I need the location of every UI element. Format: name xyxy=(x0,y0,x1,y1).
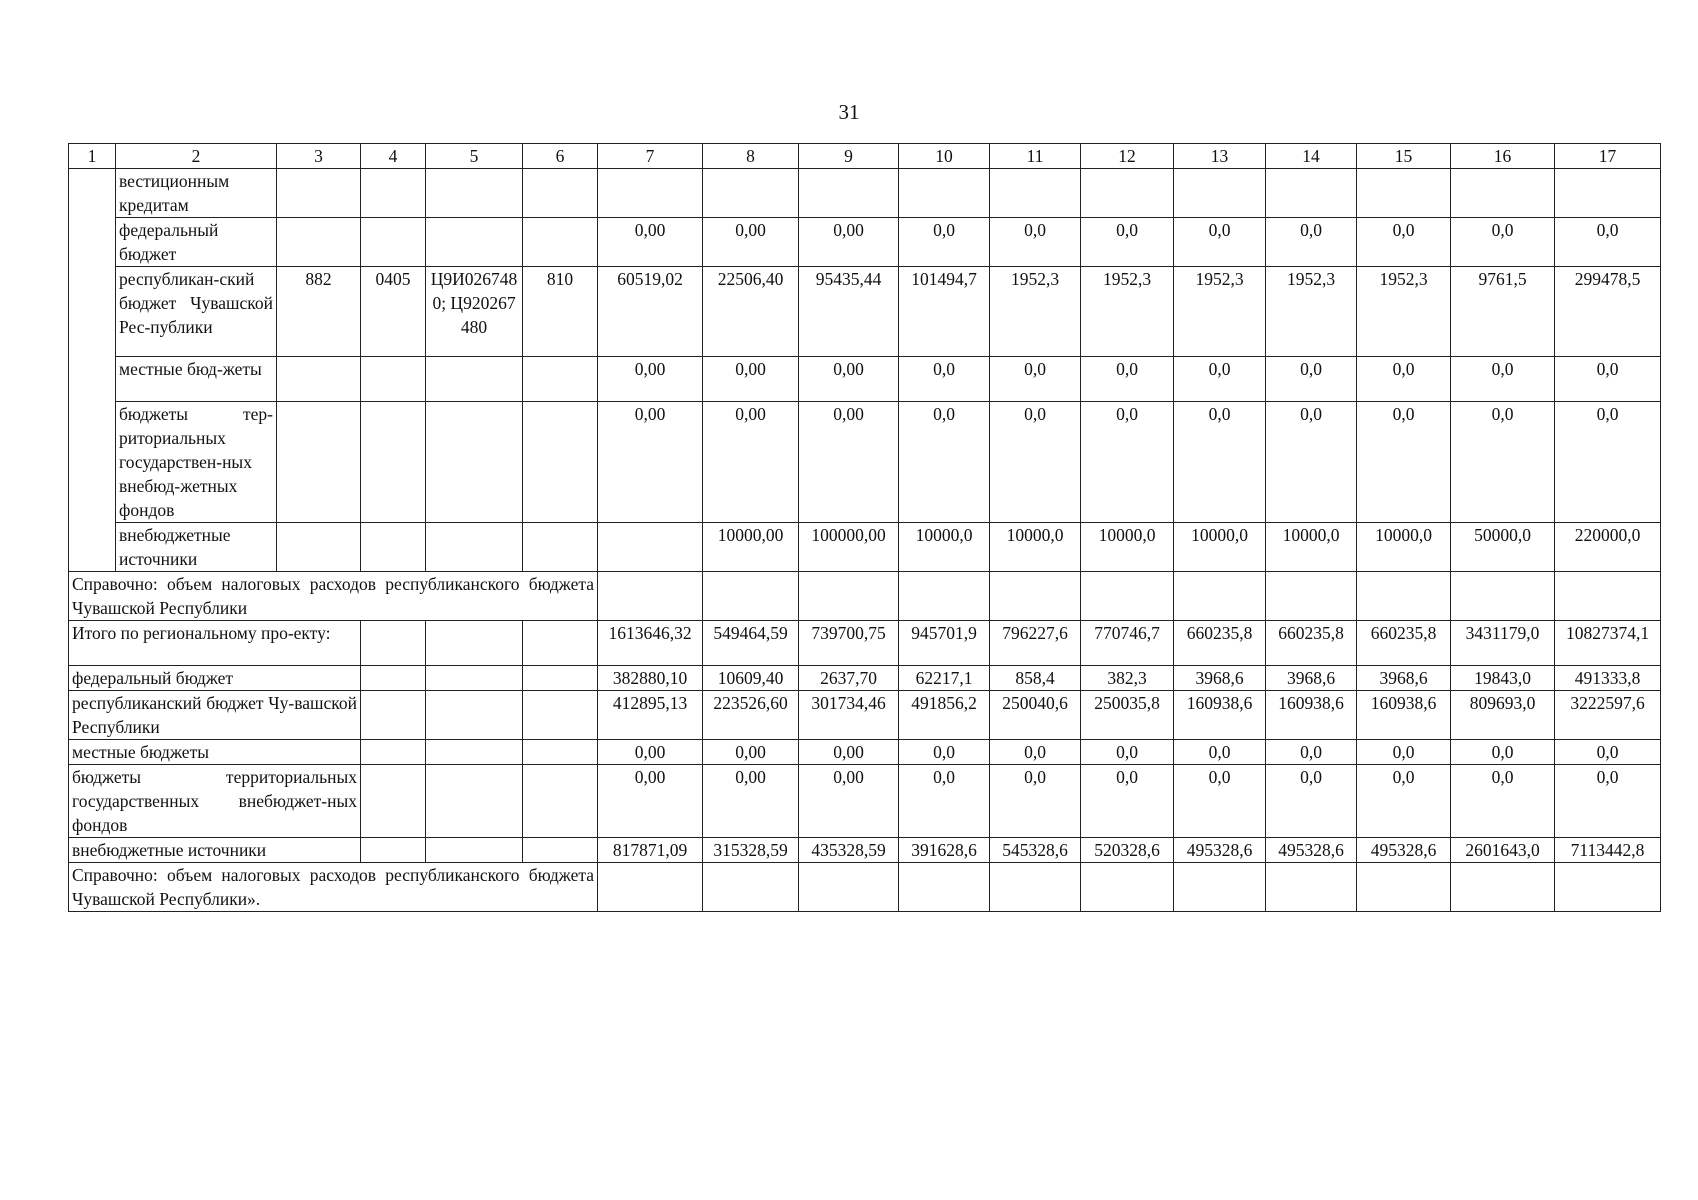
value-cell: 491333,8 xyxy=(1555,666,1661,691)
value-cell: 739700,75 xyxy=(799,621,899,666)
header-cell: 16 xyxy=(1451,144,1555,169)
empty-cell xyxy=(426,765,523,838)
value-cell xyxy=(1555,169,1661,218)
value-cell: 0,0 xyxy=(1555,765,1661,838)
kbk-cell xyxy=(523,402,598,523)
value-cell: 250040,6 xyxy=(990,691,1081,740)
empty-cell xyxy=(361,838,426,863)
empty-cell xyxy=(361,691,426,740)
empty-cell xyxy=(703,572,799,621)
value-cell: 0,0 xyxy=(899,357,990,402)
empty-cell xyxy=(990,863,1081,912)
kbk-cell xyxy=(426,402,523,523)
kbk-cell xyxy=(426,218,523,267)
value-cell: 0,0 xyxy=(1174,357,1266,402)
empty-cell xyxy=(523,740,598,765)
value-cell: 3968,6 xyxy=(1357,666,1451,691)
kbk-cell: Ц9И0267480; Ц920267480 xyxy=(426,267,523,357)
value-cell: 101494,7 xyxy=(899,267,990,357)
value-cell: 0,0 xyxy=(990,218,1081,267)
value-cell xyxy=(598,523,703,572)
value-cell xyxy=(899,169,990,218)
empty-cell xyxy=(1357,863,1451,912)
value-cell: 0,0 xyxy=(1266,402,1357,523)
value-cell: 0,0 xyxy=(1357,765,1451,838)
value-cell: 0,00 xyxy=(799,740,899,765)
header-cell: 6 xyxy=(523,144,598,169)
budget-table xyxy=(68,143,1661,912)
value-cell: 10827374,1 xyxy=(1555,621,1661,666)
value-cell: 10609,40 xyxy=(703,666,799,691)
kbk-cell xyxy=(277,523,361,572)
total-row xyxy=(69,691,1661,740)
value-cell: 0,0 xyxy=(1451,357,1555,402)
value-cell xyxy=(703,169,799,218)
empty-cell xyxy=(598,863,703,912)
reference-label: Справочно: объем налоговых расходов республиканского бюджета Чувашской Республики». xyxy=(69,863,598,912)
value-cell: 22506,40 xyxy=(703,267,799,357)
empty-cell xyxy=(523,765,598,838)
empty-cell xyxy=(426,691,523,740)
kbk-cell xyxy=(277,218,361,267)
value-cell: 0,0 xyxy=(899,218,990,267)
kbk-cell xyxy=(426,357,523,402)
empty-cell xyxy=(361,666,426,691)
value-cell: 10000,0 xyxy=(1357,523,1451,572)
value-cell: 0,0 xyxy=(899,740,990,765)
value-cell: 0,00 xyxy=(799,218,899,267)
value-cell: 3968,6 xyxy=(1266,666,1357,691)
value-cell: 223526,60 xyxy=(703,691,799,740)
value-cell xyxy=(799,169,899,218)
value-cell: 2601643,0 xyxy=(1451,838,1555,863)
empty-cell xyxy=(1174,572,1266,621)
kbk-cell xyxy=(361,523,426,572)
total-row xyxy=(69,765,1661,838)
value-cell: 0,0 xyxy=(1174,218,1266,267)
value-cell: 495328,6 xyxy=(1174,838,1266,863)
value-cell: 412895,13 xyxy=(598,691,703,740)
value-cell: 1952,3 xyxy=(1266,267,1357,357)
table-row xyxy=(69,357,1661,402)
empty-cell xyxy=(990,572,1081,621)
header-cell: 2 xyxy=(116,144,277,169)
value-cell xyxy=(1081,169,1174,218)
value-cell: 0,00 xyxy=(799,765,899,838)
value-cell: 0,0 xyxy=(990,357,1081,402)
kbk-cell: 882 xyxy=(277,267,361,357)
header-cell: 17 xyxy=(1555,144,1661,169)
value-cell: 0,00 xyxy=(703,765,799,838)
header-row xyxy=(69,144,1661,169)
value-cell: 301734,46 xyxy=(799,691,899,740)
kbk-cell xyxy=(361,357,426,402)
header-cell: 15 xyxy=(1357,144,1451,169)
header-cell: 10 xyxy=(899,144,990,169)
value-cell: 382880,10 xyxy=(598,666,703,691)
header-cell: 12 xyxy=(1081,144,1174,169)
value-cell: 1952,3 xyxy=(1174,267,1266,357)
value-cell: 0,00 xyxy=(598,218,703,267)
kbk-cell: 0405 xyxy=(361,267,426,357)
value-cell: 660235,8 xyxy=(1266,621,1357,666)
value-cell: 0,00 xyxy=(799,357,899,402)
empty-cell xyxy=(361,740,426,765)
value-cell: 1613646,32 xyxy=(598,621,703,666)
value-cell: 0,0 xyxy=(899,765,990,838)
value-cell: 10000,0 xyxy=(1266,523,1357,572)
empty-cell xyxy=(426,621,523,666)
empty-cell xyxy=(361,765,426,838)
row-label: внебюджетные источники xyxy=(69,838,361,863)
kbk-cell: 810 xyxy=(523,267,598,357)
value-cell: 10000,00 xyxy=(703,523,799,572)
value-cell: 809693,0 xyxy=(1451,691,1555,740)
value-cell: 1952,3 xyxy=(990,267,1081,357)
value-cell: 796227,6 xyxy=(990,621,1081,666)
value-cell: 0,0 xyxy=(990,765,1081,838)
table-row xyxy=(69,169,1661,218)
header-cell: 1 xyxy=(69,144,116,169)
value-cell: 0,0 xyxy=(990,402,1081,523)
value-cell: 0,0 xyxy=(1174,740,1266,765)
reference-row xyxy=(69,863,1661,912)
value-cell: 62217,1 xyxy=(899,666,990,691)
value-cell: 2637,70 xyxy=(799,666,899,691)
value-cell: 0,0 xyxy=(1081,765,1174,838)
total-row xyxy=(69,740,1661,765)
kbk-cell xyxy=(523,218,598,267)
value-cell: 10000,0 xyxy=(1174,523,1266,572)
value-cell: 160938,6 xyxy=(1357,691,1451,740)
value-cell: 0,00 xyxy=(598,740,703,765)
value-cell: 1952,3 xyxy=(1357,267,1451,357)
value-cell: 9761,5 xyxy=(1451,267,1555,357)
value-cell: 19843,0 xyxy=(1451,666,1555,691)
value-cell: 817871,09 xyxy=(598,838,703,863)
value-cell: 0,0 xyxy=(1266,765,1357,838)
value-cell: 545328,6 xyxy=(990,838,1081,863)
header-cell: 4 xyxy=(361,144,426,169)
value-cell: 0,00 xyxy=(799,402,899,523)
empty-cell xyxy=(523,621,598,666)
value-cell: 0,0 xyxy=(1451,218,1555,267)
value-cell: 3431179,0 xyxy=(1451,621,1555,666)
value-cell: 0,0 xyxy=(1081,218,1174,267)
value-cell: 160938,6 xyxy=(1174,691,1266,740)
value-cell: 391628,6 xyxy=(899,838,990,863)
empty-cell xyxy=(1081,863,1174,912)
value-cell: 95435,44 xyxy=(799,267,899,357)
value-cell: 382,3 xyxy=(1081,666,1174,691)
table-row xyxy=(69,218,1661,267)
value-cell: 0,0 xyxy=(1266,740,1357,765)
value-cell: 0,00 xyxy=(598,765,703,838)
kbk-cell xyxy=(277,169,361,218)
row-label: внебюджетные источники xyxy=(116,523,277,572)
value-cell: 0,00 xyxy=(703,402,799,523)
value-cell: 495328,6 xyxy=(1266,838,1357,863)
empty-cell xyxy=(799,863,899,912)
value-cell: 660235,8 xyxy=(1174,621,1266,666)
value-cell: 0,0 xyxy=(1174,765,1266,838)
reference-row xyxy=(69,572,1661,621)
value-cell xyxy=(1357,169,1451,218)
kbk-cell xyxy=(426,523,523,572)
value-cell: 50000,0 xyxy=(1451,523,1555,572)
value-cell: 549464,59 xyxy=(703,621,799,666)
value-cell xyxy=(1266,169,1357,218)
kbk-cell xyxy=(523,169,598,218)
value-cell: 3968,6 xyxy=(1174,666,1266,691)
row-label: Итого по региональному про-екту: xyxy=(69,621,361,666)
total-row xyxy=(69,666,1661,691)
empty-cell xyxy=(703,863,799,912)
row-label: местные бюджеты xyxy=(69,740,361,765)
row-label: местные бюд-жеты xyxy=(116,357,277,402)
value-cell: 520328,6 xyxy=(1081,838,1174,863)
total-row xyxy=(69,621,1661,666)
empty-cell xyxy=(426,666,523,691)
value-cell: 0,0 xyxy=(1266,218,1357,267)
kbk-cell xyxy=(523,523,598,572)
value-cell: 0,0 xyxy=(1081,740,1174,765)
header-cell: 13 xyxy=(1174,144,1266,169)
empty-cell xyxy=(1357,572,1451,621)
value-cell: 0,00 xyxy=(703,218,799,267)
value-cell: 100000,00 xyxy=(799,523,899,572)
kbk-cell xyxy=(361,218,426,267)
value-cell: 7113442,8 xyxy=(1555,838,1661,863)
value-cell: 0,0 xyxy=(1357,357,1451,402)
kbk-cell xyxy=(426,169,523,218)
empty-cell xyxy=(1266,572,1357,621)
header-cell: 5 xyxy=(426,144,523,169)
value-cell: 0,0 xyxy=(990,740,1081,765)
header-cell: 11 xyxy=(990,144,1081,169)
value-cell: 0,0 xyxy=(1357,402,1451,523)
value-cell: 299478,5 xyxy=(1555,267,1661,357)
empty-cell xyxy=(1081,572,1174,621)
empty-cell xyxy=(1555,863,1661,912)
value-cell: 660235,8 xyxy=(1357,621,1451,666)
kbk-cell xyxy=(523,357,598,402)
value-cell: 60519,02 xyxy=(598,267,703,357)
value-cell: 250035,8 xyxy=(1081,691,1174,740)
value-cell xyxy=(1451,169,1555,218)
reference-label: Справочно: объем налоговых расходов республиканского бюджета Чувашской Республики xyxy=(69,572,598,621)
value-cell: 0,0 xyxy=(899,402,990,523)
value-cell: 0,00 xyxy=(703,740,799,765)
value-cell: 160938,6 xyxy=(1266,691,1357,740)
value-cell: 770746,7 xyxy=(1081,621,1174,666)
empty-cell xyxy=(1451,863,1555,912)
header-cell: 8 xyxy=(703,144,799,169)
value-cell: 0,0 xyxy=(1266,357,1357,402)
value-cell: 491856,2 xyxy=(899,691,990,740)
row-label: республикан-ский бюджет Чувашской Рес-публики xyxy=(116,267,277,357)
row-label: федеральный бюджет xyxy=(116,218,277,267)
header-cell: 3 xyxy=(277,144,361,169)
value-cell: 0,00 xyxy=(703,357,799,402)
value-cell xyxy=(1174,169,1266,218)
value-cell: 495328,6 xyxy=(1357,838,1451,863)
kbk-cell xyxy=(361,169,426,218)
value-cell xyxy=(990,169,1081,218)
value-cell: 315328,59 xyxy=(703,838,799,863)
empty-cell xyxy=(1555,572,1661,621)
empty-cell xyxy=(523,691,598,740)
value-cell: 10000,0 xyxy=(899,523,990,572)
row-label: бюджеты тер-риториальных государствен-ных внебюд-жетных фондов xyxy=(116,402,277,523)
page-number: 31 xyxy=(838,100,860,124)
value-cell: 0,0 xyxy=(1555,357,1661,402)
header-cell: 14 xyxy=(1266,144,1357,169)
empty-cell xyxy=(1266,863,1357,912)
table-row xyxy=(69,523,1661,572)
empty-cell xyxy=(899,572,990,621)
row-label: республиканский бюджет Чу-вашской Республики xyxy=(69,691,361,740)
empty-cell xyxy=(69,169,116,572)
value-cell: 0,0 xyxy=(1451,740,1555,765)
kbk-cell xyxy=(277,357,361,402)
empty-cell xyxy=(361,621,426,666)
value-cell: 3222597,6 xyxy=(1555,691,1661,740)
kbk-cell xyxy=(361,402,426,523)
value-cell: 945701,9 xyxy=(899,621,990,666)
value-cell: 0,0 xyxy=(1555,740,1661,765)
value-cell: 0,0 xyxy=(1555,402,1661,523)
empty-cell xyxy=(1451,572,1555,621)
empty-cell xyxy=(799,572,899,621)
value-cell: 435328,59 xyxy=(799,838,899,863)
empty-cell xyxy=(523,666,598,691)
value-cell: 0,00 xyxy=(598,357,703,402)
row-label: вестиционным кредитам xyxy=(116,169,277,218)
value-cell: 10000,0 xyxy=(990,523,1081,572)
value-cell: 1952,3 xyxy=(1081,267,1174,357)
empty-cell xyxy=(426,838,523,863)
empty-cell xyxy=(1174,863,1266,912)
header-cell: 7 xyxy=(598,144,703,169)
value-cell: 10000,0 xyxy=(1081,523,1174,572)
value-cell xyxy=(598,169,703,218)
kbk-cell xyxy=(277,402,361,523)
value-cell: 0,0 xyxy=(1174,402,1266,523)
value-cell: 0,0 xyxy=(1451,765,1555,838)
value-cell: 0,0 xyxy=(1555,218,1661,267)
value-cell: 0,0 xyxy=(1357,740,1451,765)
total-row xyxy=(69,838,1661,863)
value-cell: 220000,0 xyxy=(1555,523,1661,572)
empty-cell xyxy=(899,863,990,912)
value-cell: 858,4 xyxy=(990,666,1081,691)
empty-cell xyxy=(598,572,703,621)
value-cell: 0,0 xyxy=(1081,402,1174,523)
value-cell: 0,0 xyxy=(1451,402,1555,523)
value-cell: 0,00 xyxy=(598,402,703,523)
empty-cell xyxy=(523,838,598,863)
row-label: бюджеты территориальных государственных внебюджет-ных фондов xyxy=(69,765,361,838)
table-row xyxy=(69,267,1661,357)
row-label: федеральный бюджет xyxy=(69,666,361,691)
empty-cell xyxy=(426,740,523,765)
value-cell: 0,0 xyxy=(1357,218,1451,267)
header-cell: 9 xyxy=(799,144,899,169)
table-row xyxy=(69,402,1661,523)
value-cell: 0,0 xyxy=(1081,357,1174,402)
